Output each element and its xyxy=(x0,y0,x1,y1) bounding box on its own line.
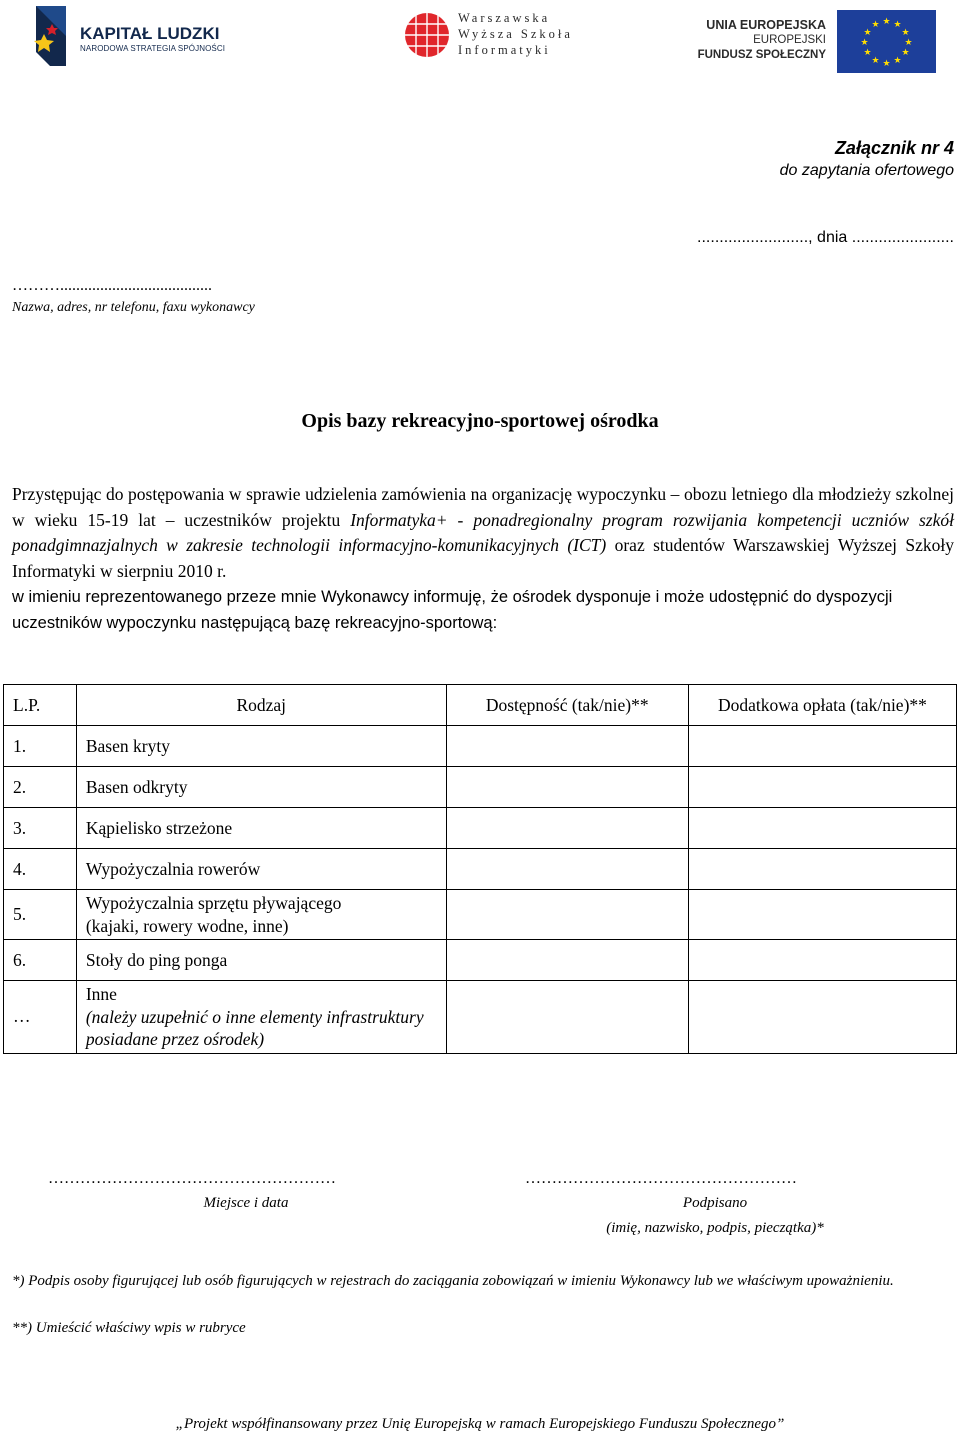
eu-line-1: UNIA EUROPEJSKA xyxy=(706,18,826,32)
svg-text:★: ★ xyxy=(863,28,872,38)
intro-part-2: oraz studentów Warszawskiej Wyższej Szkoły Informatyki w sierpniu 2010 r. xyxy=(12,535,955,581)
svg-text:★: ★ xyxy=(901,48,910,58)
row-rodzaj: Kąpielisko strzeżone xyxy=(76,808,446,849)
svg-text:★: ★ xyxy=(882,17,891,27)
table-row xyxy=(4,808,957,849)
row-rodzaj: Stoły do ping ponga xyxy=(76,940,446,981)
row-rodzaj xyxy=(76,981,446,1054)
intro-paragraph-2: w imieniu reprezentowanego przeze mnie Wykonawcy informuję, że ośrodek dysponuje i może udostępnić do dyspozycji uczestników wypoczynku następującą bazę rekreacyjno-sportową: xyxy=(12,588,893,632)
wwsi-line-2: Wyższa Szkoła xyxy=(458,27,573,41)
facilities-table xyxy=(3,684,957,1054)
annex-subtitle: do zapytania ofertowego xyxy=(779,162,954,179)
row-lp: 1. xyxy=(4,726,77,767)
row-dostepnosc-cell[interactable] xyxy=(446,808,688,849)
row-lp: 5. xyxy=(4,890,77,940)
row-oplata-cell[interactable] xyxy=(688,981,956,1054)
wwsi-sphere-icon xyxy=(403,11,451,59)
svg-text:★: ★ xyxy=(871,20,880,30)
row-lp: 4. xyxy=(4,849,77,890)
svg-text:★: ★ xyxy=(893,20,902,30)
svg-text:★: ★ xyxy=(871,56,880,66)
row-oplata-cell[interactable] xyxy=(688,940,956,981)
contractor-label: Nazwa, adres, nr telefonu, faxu wykonawcy xyxy=(12,300,255,315)
row-dostepnosc-cell[interactable] xyxy=(446,849,688,890)
svg-text:★: ★ xyxy=(904,38,913,48)
header-lp: L.P. xyxy=(4,685,77,726)
row-dostepnosc-cell[interactable] xyxy=(446,767,688,808)
svg-text:★: ★ xyxy=(860,38,869,48)
contractor-dots: ………...................................... xyxy=(12,277,212,294)
wwsi-line-3: Informatyki xyxy=(458,43,551,57)
row-rodzaj: Basen odkryty xyxy=(76,767,446,808)
eu-line-3: FUNDUSZ SPOŁECZNY xyxy=(697,49,826,61)
intro-paragraph xyxy=(12,482,954,584)
row-rodzaj-italic: (należy uzupełnić o inne elementy infrastruktury posiadane przez ośrodek) xyxy=(85,1006,424,1049)
table-header-row xyxy=(4,685,957,726)
table-row xyxy=(4,940,957,981)
signed-note: (imię, nazwisko, podpis, pieczątka)* xyxy=(606,1220,824,1236)
row-oplata-cell[interactable] xyxy=(688,808,956,849)
wwsi-logo-text xyxy=(458,10,573,58)
signed-label: Podpisano xyxy=(682,1195,748,1211)
row-dostepnosc-cell[interactable] xyxy=(446,940,688,981)
row-dostepnosc-cell[interactable] xyxy=(446,981,688,1054)
row-lp: 3. xyxy=(4,808,77,849)
eu-flag-icon xyxy=(837,10,936,73)
table-row xyxy=(4,849,957,890)
header-dostepnosc: Dostępność (tak/nie)** xyxy=(446,685,688,726)
row-dostepnosc-cell[interactable] xyxy=(446,890,688,940)
row-oplata-cell[interactable] xyxy=(688,767,956,808)
svg-text:★: ★ xyxy=(882,59,891,69)
place-date-dots: ……………………………………………… xyxy=(48,1170,336,1187)
row-oplata-cell[interactable] xyxy=(688,890,956,940)
row-lp: … xyxy=(4,981,77,1054)
annex-title: Załącznik nr 4 xyxy=(834,138,954,158)
row-rodzaj xyxy=(76,890,446,940)
table-row xyxy=(4,981,957,1054)
row-lp: 6. xyxy=(4,940,77,981)
place-date-label: Miejsce i data xyxy=(203,1195,289,1211)
row-rodzaj-line-1: Wypożyczalnia sprzętu pływającego xyxy=(85,893,342,913)
row-rodzaj: Wypożyczalnia rowerów xyxy=(76,849,446,890)
signature-dots: …………………………………………… xyxy=(525,1170,797,1187)
header-rodzaj: Rodzaj xyxy=(76,685,446,726)
svg-text:★: ★ xyxy=(863,48,872,58)
footnote-1: *) Podpis osoby figurującej lub osób figurujących w rejestrach do zaciągania zobowiązań w imieniu Wykonawcy lub we właściwym upoważnieniu. xyxy=(12,1273,894,1289)
page-footer: „Projekt współfinansowany przez Unię Europejską w ramach Europejskiego Funduszu Społecznego” xyxy=(175,1416,785,1432)
row-rodzaj-line-1: Inne xyxy=(85,984,117,1004)
header-oplata: Dodatkowa opłata (tak/nie)** xyxy=(688,685,956,726)
row-rodzaj-line-2: (kajaki, rowery wodne, inne) xyxy=(85,915,289,936)
wwsi-line-1: Warszawska xyxy=(458,11,551,25)
intro-project-name: Informatyka+ - ponadregionalny program rozwijania kompetencji uczniów szkół ponadgimnazjalnych w zakresie technologii informacyjno-komunikacyjnych (ICT) xyxy=(12,509,954,555)
footnote-2: **) Umieścić właściwy wpis w rubryce xyxy=(12,1320,246,1336)
row-lp: 2. xyxy=(4,767,77,808)
eu-flag xyxy=(837,10,936,73)
row-dostepnosc-cell[interactable] xyxy=(446,726,688,767)
document-title: Opis bazy rekreacyjno-sportowej ośrodka xyxy=(301,410,659,432)
eu-line-2: EUROPEJSKI xyxy=(753,34,826,46)
row-rodzaj: Basen kryty xyxy=(76,726,446,767)
table-row xyxy=(4,890,957,940)
table-row xyxy=(4,767,957,808)
eu-logo-text xyxy=(690,18,826,63)
kapital-ludzki-title: KAPITAŁ LUDZKI xyxy=(80,24,220,43)
table-row xyxy=(4,726,957,767)
svg-text:★: ★ xyxy=(901,28,910,38)
wwsi-logo xyxy=(403,11,451,59)
svg-text:★: ★ xyxy=(893,56,902,66)
intro-part-1: Przystępując do postępowania w sprawie udzielenia zamówienia na organizację wypoczynku – obozu letniego dla młodzieży szkolnej w wieku 15-19 lat – uczestników projektu xyxy=(12,484,954,530)
annex-block xyxy=(780,136,954,182)
date-line: ........................., dnia ....................... xyxy=(697,229,954,246)
kapital-ludzki-subtitle: NARODOWA STRATEGIA SPÓJNOŚCI xyxy=(80,44,226,53)
row-oplata-cell[interactable] xyxy=(688,726,956,767)
row-oplata-cell[interactable] xyxy=(688,849,956,890)
